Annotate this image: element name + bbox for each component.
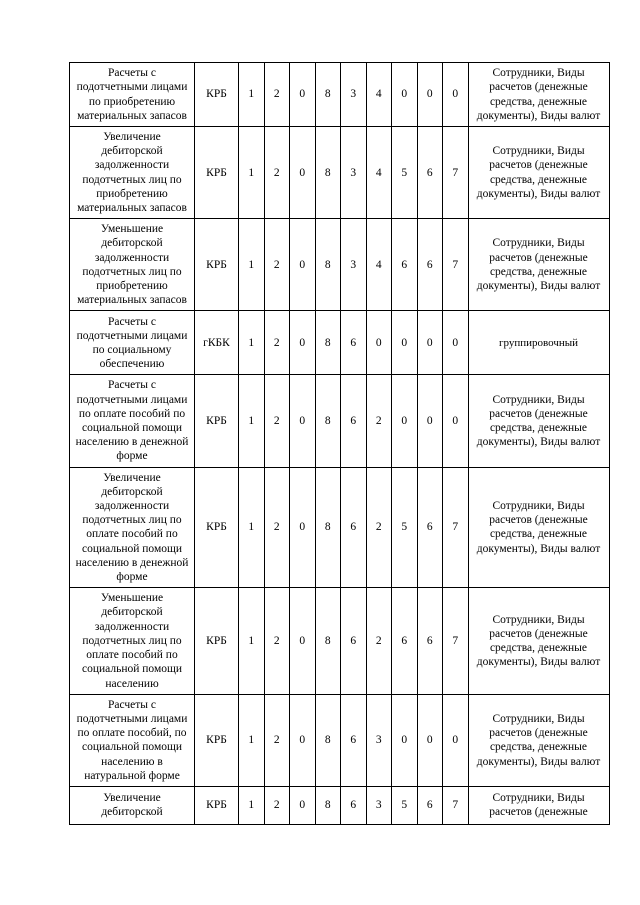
accounts-table-body (70, 63, 610, 825)
account-digit-1: 1 (239, 63, 265, 127)
account-digit-9: 7 (443, 127, 469, 219)
account-digit-8: 6 (417, 127, 443, 219)
account-digit-6: 4 (366, 127, 392, 219)
account-digit-1: 1 (239, 311, 265, 375)
account-digit-5: 6 (341, 311, 367, 375)
table-row (70, 786, 610, 824)
account-code-type-cell: КРБ (195, 588, 239, 694)
account-digit-9: 0 (443, 694, 469, 786)
account-digit-2: 2 (264, 63, 290, 127)
account-digit-9: 7 (443, 588, 469, 694)
account-code-type-cell: КРБ (195, 219, 239, 311)
account-digit-5: 6 (341, 588, 367, 694)
account-digit-2: 2 (264, 311, 290, 375)
account-digit-3: 0 (290, 588, 316, 694)
account-digit-2: 2 (264, 127, 290, 219)
account-digit-9: 7 (443, 786, 469, 824)
account-digit-7: 0 (392, 63, 418, 127)
account-digit-3: 0 (290, 467, 316, 588)
account-digit-6: 3 (366, 786, 392, 824)
account-digit-1: 1 (239, 219, 265, 311)
account-digit-8: 0 (417, 311, 443, 375)
account-digit-5: 6 (341, 694, 367, 786)
account-digit-7: 6 (392, 219, 418, 311)
account-digit-3: 0 (290, 694, 316, 786)
account-code-type-cell: КРБ (195, 63, 239, 127)
account-name-cell: Расчеты с подотчетными лицами по социальному обеспечению (70, 311, 195, 375)
table-row (70, 588, 610, 694)
account-digit-4: 8 (315, 694, 341, 786)
account-code-type-cell: КРБ (195, 375, 239, 467)
account-digit-9: 0 (443, 375, 469, 467)
analytics-cell: Сотрудники, Виды расчетов (денежные средства, денежные документы), Виды валют (468, 467, 609, 588)
account-digit-4: 8 (315, 63, 341, 127)
account-digit-5: 6 (341, 375, 367, 467)
account-digit-5: 3 (341, 219, 367, 311)
account-digit-4: 8 (315, 467, 341, 588)
table-row (70, 127, 610, 219)
account-digit-1: 1 (239, 786, 265, 824)
account-digit-4: 8 (315, 786, 341, 824)
account-digit-6: 0 (366, 311, 392, 375)
account-code-type-cell: КРБ (195, 127, 239, 219)
analytics-cell: группировочный (468, 311, 609, 375)
account-digit-2: 2 (264, 467, 290, 588)
account-name-cell: Уменьшение дебиторской задолженности подотчетных лиц по приобретению материальных запасов (70, 219, 195, 311)
account-digit-4: 8 (315, 375, 341, 467)
account-digit-2: 2 (264, 694, 290, 786)
analytics-cell: Сотрудники, Виды расчетов (денежные средства, денежные документы), Виды валют (468, 219, 609, 311)
table-row (70, 375, 610, 467)
account-digit-4: 8 (315, 311, 341, 375)
account-name-cell: Увеличение дебиторской (70, 786, 195, 824)
account-digit-8: 6 (417, 588, 443, 694)
table-row (70, 311, 610, 375)
account-name-cell: Расчеты с подотчетными лицами по оплате пособий по социальной помощи населению в денежной форме (70, 375, 195, 467)
account-digit-8: 0 (417, 694, 443, 786)
account-digit-1: 1 (239, 127, 265, 219)
account-digit-6: 2 (366, 467, 392, 588)
account-digit-6: 2 (366, 588, 392, 694)
account-digit-9: 0 (443, 311, 469, 375)
table-row (70, 63, 610, 127)
account-digit-7: 0 (392, 311, 418, 375)
table-row (70, 219, 610, 311)
account-digit-8: 0 (417, 63, 443, 127)
account-digit-5: 6 (341, 786, 367, 824)
account-digit-7: 0 (392, 694, 418, 786)
accounts-table (69, 62, 610, 825)
account-digit-6: 3 (366, 694, 392, 786)
account-digit-8: 6 (417, 786, 443, 824)
account-code-type-cell: КРБ (195, 694, 239, 786)
account-code-type-cell: КРБ (195, 467, 239, 588)
account-digit-7: 5 (392, 786, 418, 824)
account-name-cell: Уменьшение дебиторской задолженности подотчетных лиц по оплате пособий по социальной помощи населению (70, 588, 195, 694)
account-digit-7: 5 (392, 127, 418, 219)
account-digit-2: 2 (264, 588, 290, 694)
account-digit-1: 1 (239, 467, 265, 588)
table-row (70, 694, 610, 786)
account-digit-7: 0 (392, 375, 418, 467)
account-name-cell: Увеличение дебиторской задолженности подотчетных лиц по приобретению материальных запасов (70, 127, 195, 219)
account-digit-6: 2 (366, 375, 392, 467)
account-name-cell: Увеличение дебиторской задолженности подотчетных лиц по оплате пособий по социальной помощи населению в денежной форме (70, 467, 195, 588)
account-digit-8: 0 (417, 375, 443, 467)
analytics-cell: Сотрудники, Виды расчетов (денежные средства, денежные документы), Виды валют (468, 694, 609, 786)
account-digit-7: 5 (392, 467, 418, 588)
analytics-cell: Сотрудники, Виды расчетов (денежные средства, денежные документы), Виды валют (468, 375, 609, 467)
table-row (70, 467, 610, 588)
account-digit-4: 8 (315, 588, 341, 694)
account-digit-1: 1 (239, 588, 265, 694)
account-digit-6: 4 (366, 219, 392, 311)
account-digit-9: 7 (443, 219, 469, 311)
account-digit-4: 8 (315, 127, 341, 219)
account-digit-6: 4 (366, 63, 392, 127)
account-digit-3: 0 (290, 63, 316, 127)
account-digit-2: 2 (264, 375, 290, 467)
account-digit-2: 2 (264, 786, 290, 824)
analytics-cell: Сотрудники, Виды расчетов (денежные средства, денежные документы), Виды валют (468, 63, 609, 127)
account-digit-3: 0 (290, 311, 316, 375)
account-digit-1: 1 (239, 375, 265, 467)
analytics-cell: Сотрудники, Виды расчетов (денежные (468, 786, 609, 824)
account-name-cell: Расчеты с подотчетными лицами по приобретению материальных запасов (70, 63, 195, 127)
account-code-type-cell: гКБК (195, 311, 239, 375)
account-digit-9: 0 (443, 63, 469, 127)
account-digit-5: 3 (341, 63, 367, 127)
account-digit-8: 6 (417, 219, 443, 311)
account-digit-1: 1 (239, 694, 265, 786)
account-digit-5: 3 (341, 127, 367, 219)
account-digit-2: 2 (264, 219, 290, 311)
account-code-type-cell: КРБ (195, 786, 239, 824)
account-digit-5: 6 (341, 467, 367, 588)
account-digit-3: 0 (290, 375, 316, 467)
account-digit-3: 0 (290, 219, 316, 311)
account-digit-7: 6 (392, 588, 418, 694)
account-digit-3: 0 (290, 786, 316, 824)
analytics-cell: Сотрудники, Виды расчетов (денежные средства, денежные документы), Виды валют (468, 127, 609, 219)
account-digit-8: 6 (417, 467, 443, 588)
account-digit-3: 0 (290, 127, 316, 219)
analytics-cell: Сотрудники, Виды расчетов (денежные средства, денежные документы), Виды валют (468, 588, 609, 694)
account-digit-4: 8 (315, 219, 341, 311)
account-digit-9: 7 (443, 467, 469, 588)
account-name-cell: Расчеты с подотчетными лицами по оплате пособий, по социальной помощи населению в натуральной форме (70, 694, 195, 786)
